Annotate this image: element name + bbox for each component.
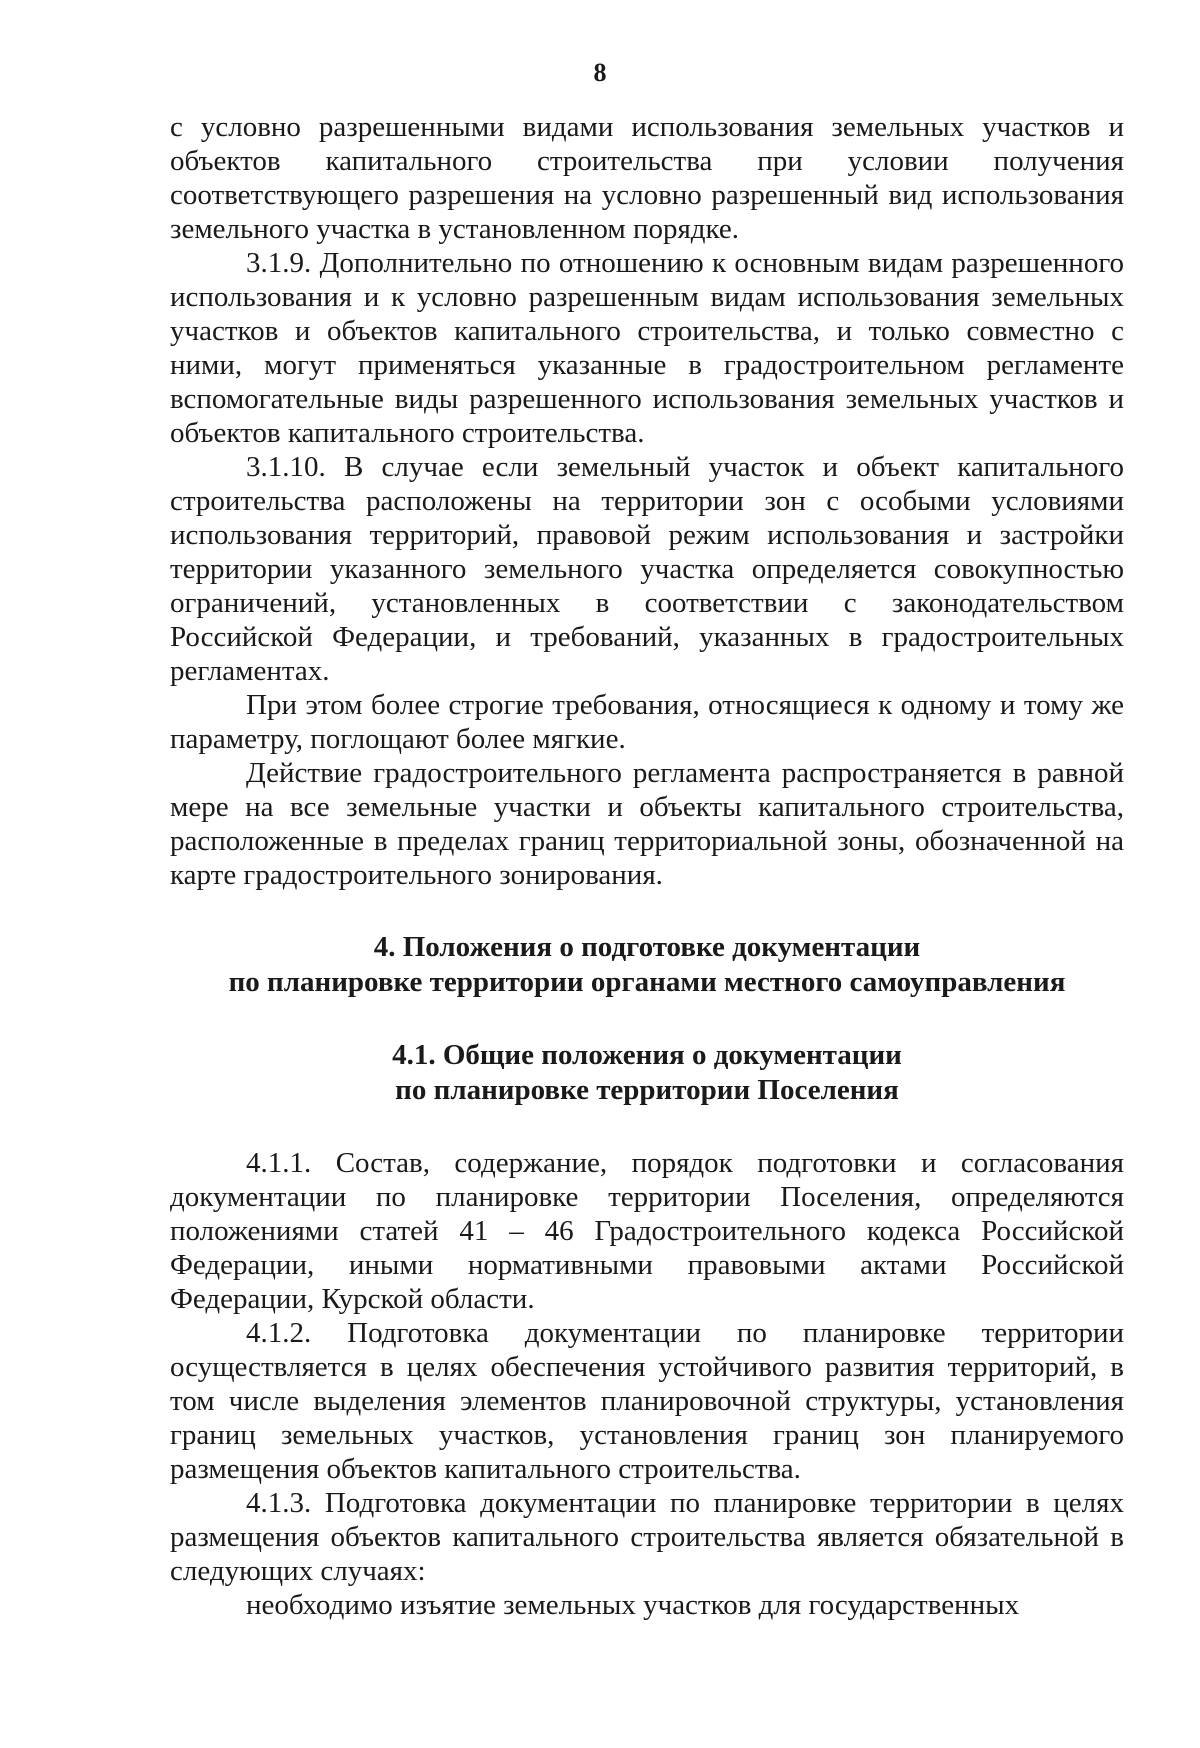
subsection-heading-line-2: по планировке территории Поселения: [395, 1074, 899, 1106]
paragraph-3-1-9: 3.1.9. Дополнительно по отношению к основным видам разрешенного использования и к условно разрешенным видам использования земельных участков и объектов капитального строительства, и только совместно с ними, могут применяться указанные в градостроительном регламенте вспомогательные виды разрешенного использования земельных участков и объектов капитального строительства.: [170, 247, 1124, 449]
page-number: 8: [593, 58, 607, 87]
section-heading-line-2: по планировке территории органами местного самоуправления: [228, 966, 1066, 998]
paragraph-continuation: с условно разрешенными видами использования земельных участков и объектов капитального строительства при условии получения соответствующего разрешения на условно разрешенный вид использования земельного участка в установленном порядке.: [170, 111, 1124, 245]
paragraph-4-1-2: 4.1.2. Подготовка документации по планировке территории осуществляется в целях обеспечения устойчивого развития территорий, в том числе выделения элементов планировочной структуры, установления границ земельных участков, установления границ зон планируемого размещения объектов капитального строительства.: [170, 1317, 1124, 1485]
section-heading: [170, 930, 1124, 1000]
paragraph-4-1-1: 4.1.1. Состав, содержание, порядок подготовки и согласования документации по планировке территории Поселения, определяются положениями статей 41 – 46 Градостроительного кодекса Российской Федерации, иными нормативными правовыми актами Российской Федерации, Курской области.: [170, 1147, 1124, 1315]
subsection-heading: [170, 1038, 1124, 1108]
subsection-heading-line-1: 4.1. Общие положения о документации: [392, 1039, 902, 1071]
paragraph-regulation-scope: Действие градостроительного регламента распространяется в равной мере на все земельные участки и объекты капитального строительства, расположенные в пределах границ территориальной зоны, обозначенной на карте градостроительного зонирования.: [170, 757, 1124, 891]
paragraph-3-1-10: 3.1.10. В случае если земельный участок и объект капитального строительства расположены на территории зон с особыми условиями использования территорий, правовой режим использования и застройки территории указанного земельного участка определяется совокупностью ограничений, установленных в соответствии с законодательством Российской Федерации, и требований, указанных в градостроительных регламентах.: [170, 451, 1124, 687]
paragraph-list-item: необходимо изъятие земельных участков для государственных: [246, 1589, 1020, 1621]
section-heading-line-1: 4. Положения о подготовке документации: [373, 931, 921, 963]
paragraph-strict-requirements: При этом более строгие требования, относящиеся к одному и тому же параметру, поглощают более мягкие.: [170, 689, 1124, 755]
paragraph-4-1-3: 4.1.3. Подготовка документации по планировке территории в целях размещения объектов капитального строительства является обязательной в следующих случаях:: [170, 1487, 1124, 1587]
document-body: [170, 110, 1124, 1622]
